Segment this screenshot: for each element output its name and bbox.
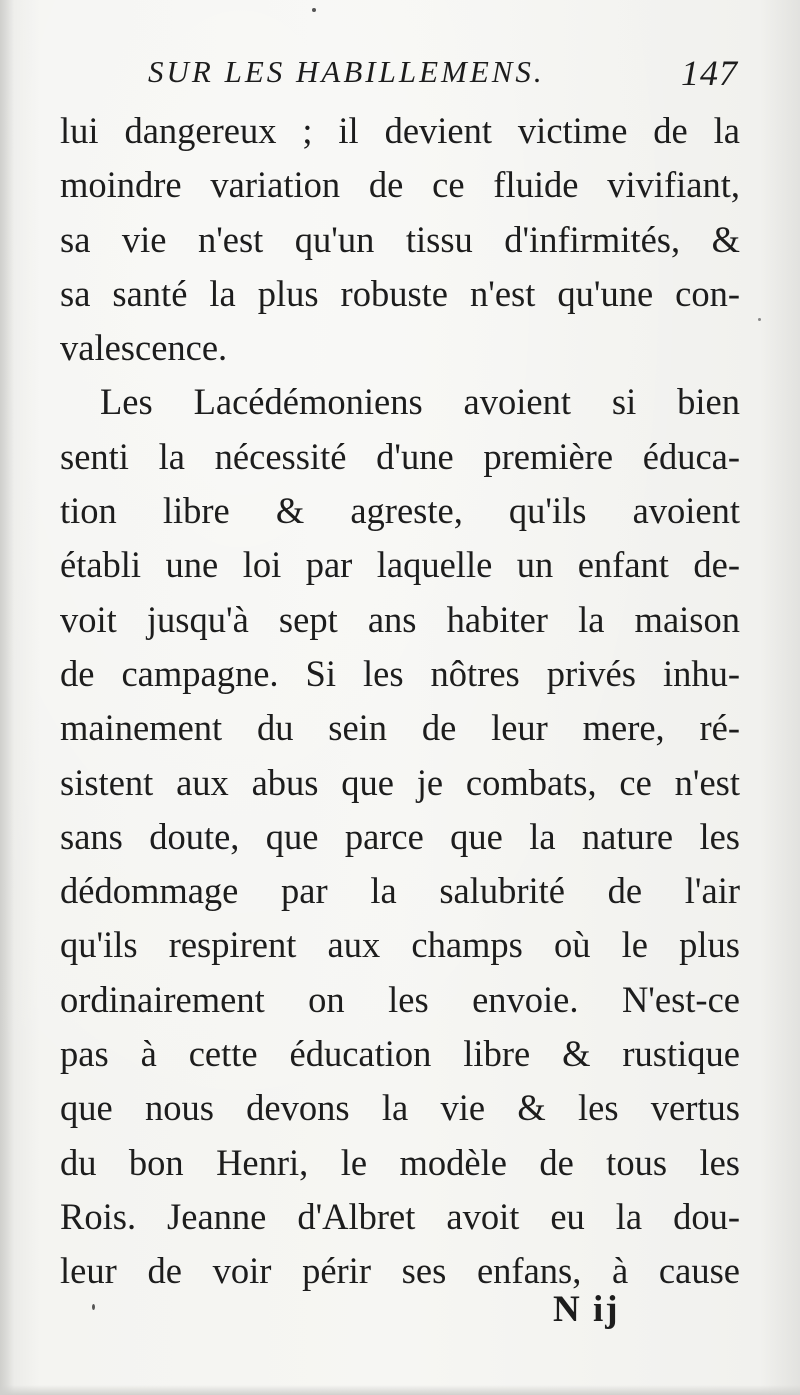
- page-number: 147: [681, 53, 738, 93]
- signature-mark: N ij: [553, 1289, 620, 1330]
- text-line: voit jusqu'à sept ans habiter la maison: [60, 598, 740, 640]
- text-line: sa santé la plus robuste n'est qu'une con-: [60, 272, 740, 314]
- body-text: [60, 104, 740, 1299]
- text-line: Les Lacédémoniens avoient si bien: [100, 381, 740, 423]
- ink-speck: [758, 318, 761, 321]
- text-line: lui dangereux ; il devient victime de la: [60, 110, 740, 151]
- text-line: sa vie n'est qu'un tissu d'infirmités, &: [60, 218, 740, 260]
- text-line: de campagne. Si les nôtres privés inhu-: [60, 652, 740, 694]
- page-edge-shadow-bottom: [0, 1385, 800, 1395]
- running-head: [148, 50, 738, 96]
- text-line: dédommage par la salubrité de l'air: [60, 870, 740, 912]
- text-line: leur de voir périr ses enfans, à cause: [60, 1250, 740, 1292]
- text-line: ordinairement on les envoie. N'est-ce: [60, 978, 740, 1020]
- ink-speck: [92, 1304, 95, 1310]
- ink-speck: [312, 8, 316, 12]
- text-line: que nous devons la vie & les vertus: [60, 1087, 740, 1129]
- text-line: Rois. Jeanne d'Albret avoit eu la dou-: [60, 1195, 740, 1237]
- page-edge-shadow-left: [0, 0, 14, 1395]
- text-line: mainement du sein de leur mere, ré-: [60, 707, 740, 749]
- text-line: valescence.: [60, 327, 228, 369]
- text-line: pas à cette éducation libre & rustique: [60, 1033, 740, 1075]
- text-line: établi une loi par laquelle un enfant de-: [60, 544, 740, 586]
- text-line: sans doute, que parce que la nature les: [60, 815, 740, 857]
- running-title: SUR LES HABILLEMENS.: [148, 54, 545, 89]
- text-line: du bon Henri, le modèle de tous les: [60, 1141, 740, 1183]
- text-line: tion libre & agreste, qu'ils avoient: [60, 490, 740, 532]
- text-line: sistent aux abus que je combats, ce n'est: [60, 761, 740, 803]
- text-line: qu'ils respirent aux champs où le plus: [60, 924, 740, 966]
- text-line: moindre variation de ce fluide vivifiant,: [60, 164, 740, 206]
- text-line: senti la nécessité d'une première éduca-: [60, 435, 740, 477]
